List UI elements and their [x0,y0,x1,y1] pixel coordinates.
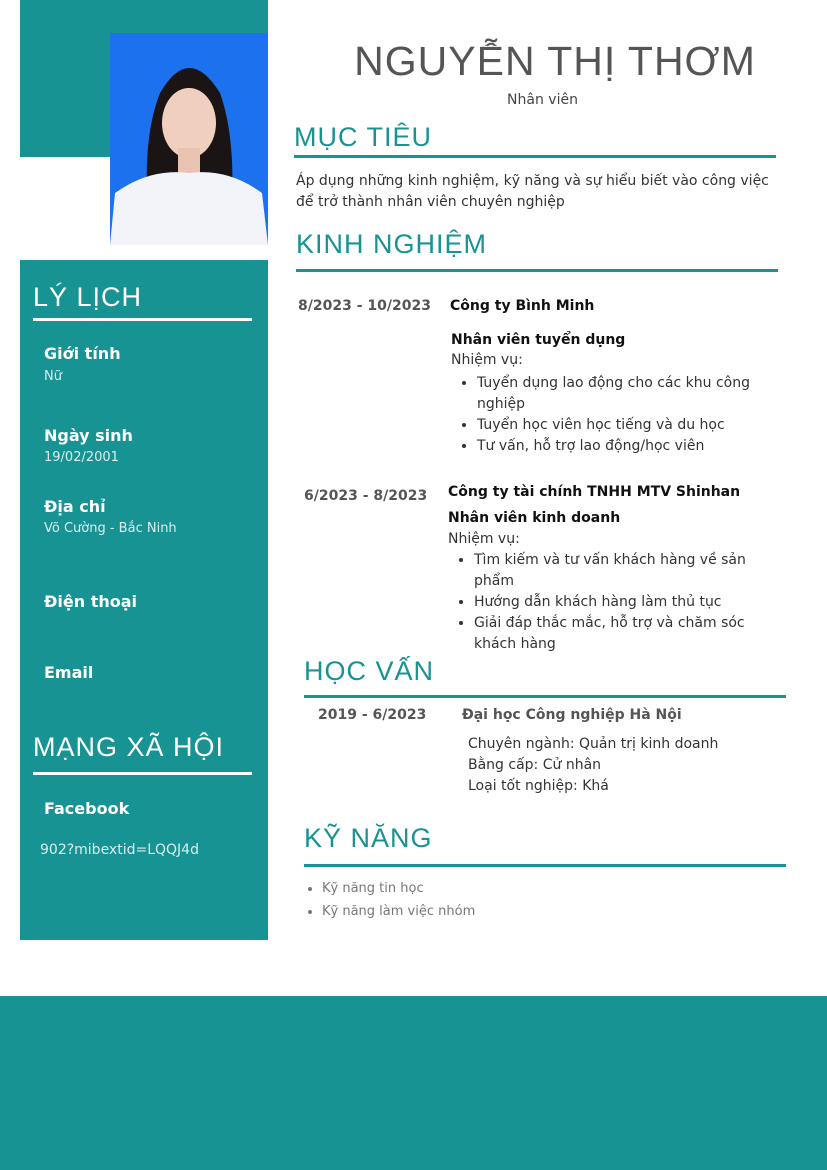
profile-photo [110,33,268,245]
facebook-label: Facebook [44,799,130,818]
duty-item: • Tuyển dụng lao động cho các khu công nghiệp [477,373,761,415]
skills-heading: KỸ NĂNG [304,823,433,853]
divider [33,772,252,775]
divider [304,864,786,867]
experience-date: 6/2023 - 8/2023 [304,488,428,504]
experience-position: Nhân viên tuyển dụng [451,332,626,348]
experience-company: Công ty Bình Minh [450,298,595,314]
skill-item: • Kỹ năng làm việc nhóm [322,900,475,923]
duty-list [451,373,761,457]
skill-item: • Kỹ năng tin học [322,877,475,900]
facebook-link[interactable]: 902?mibextid=LQQJ4d [40,842,199,858]
address-label: Địa chỉ [44,497,106,516]
duty-item: • Giải đáp thắc mắc, hỗ trợ và chăm sóc khách hàng [474,613,788,655]
gender-label: Giới tính [44,344,121,363]
duty-list [448,550,788,655]
education-major: Chuyên ngành: Quản trị kinh doanh [468,736,719,752]
education-date: 2019 - 6/2023 [318,707,427,723]
candidate-role: Nhân viên [507,92,578,108]
objective-text: Áp dụng những kinh nghiệm, kỹ năng và sự hiểu biết vào công việc để trở thành nhân viên chuyên nghiệp [296,173,769,210]
candidate-name: NGUYỄN THỊ THƠM [354,38,756,84]
profile-heading: LÝ LỊCH [33,282,143,312]
email-label: Email [44,663,94,682]
experience-company: Công ty tài chính TNHH MTV Shinhan [448,484,741,500]
divider [294,155,776,158]
social-heading: MẠNG XÃ HỘI [33,732,225,762]
duty-label: Nhiệm vụ: [448,531,520,547]
divider [296,269,778,272]
experience-heading: KINH NGHIỆM [296,229,488,259]
dob-value: 19/02/2001 [44,450,119,465]
education-degree: Bằng cấp: Cử nhân [468,757,602,773]
divider [33,318,252,321]
duty-item: • Tuyển học viên học tiếng và du học [477,415,761,436]
experience-date: 8/2023 - 10/2023 [298,298,431,314]
duty-item: • Tư vấn, hỗ trợ lao động/học viên [477,436,761,457]
objective-heading: MỤC TIÊU [294,122,433,152]
education-school: Đại học Công nghiệp Hà Nội [462,707,682,723]
duty-item: • Hướng dẫn khách hàng làm thủ tục [474,592,788,613]
skills-list [304,877,475,923]
address-value: Võ Cường - Bắc Ninh [44,521,177,536]
education-grade: Loại tốt nghiệp: Khá [468,778,609,794]
duty-item: • Tìm kiếm và tư vấn khách hàng về sản phẩm [474,550,788,592]
education-heading: HỌC VẤN [304,656,435,686]
footer-band [0,996,827,1170]
gender-value: Nữ [44,369,62,384]
experience-position: Nhân viên kinh doanh [448,510,621,526]
duty-label: Nhiệm vụ: [451,352,523,368]
sidebar [20,260,268,940]
divider [304,695,786,698]
phone-label: Điện thoại [44,592,138,611]
dob-label: Ngày sinh [44,426,133,445]
